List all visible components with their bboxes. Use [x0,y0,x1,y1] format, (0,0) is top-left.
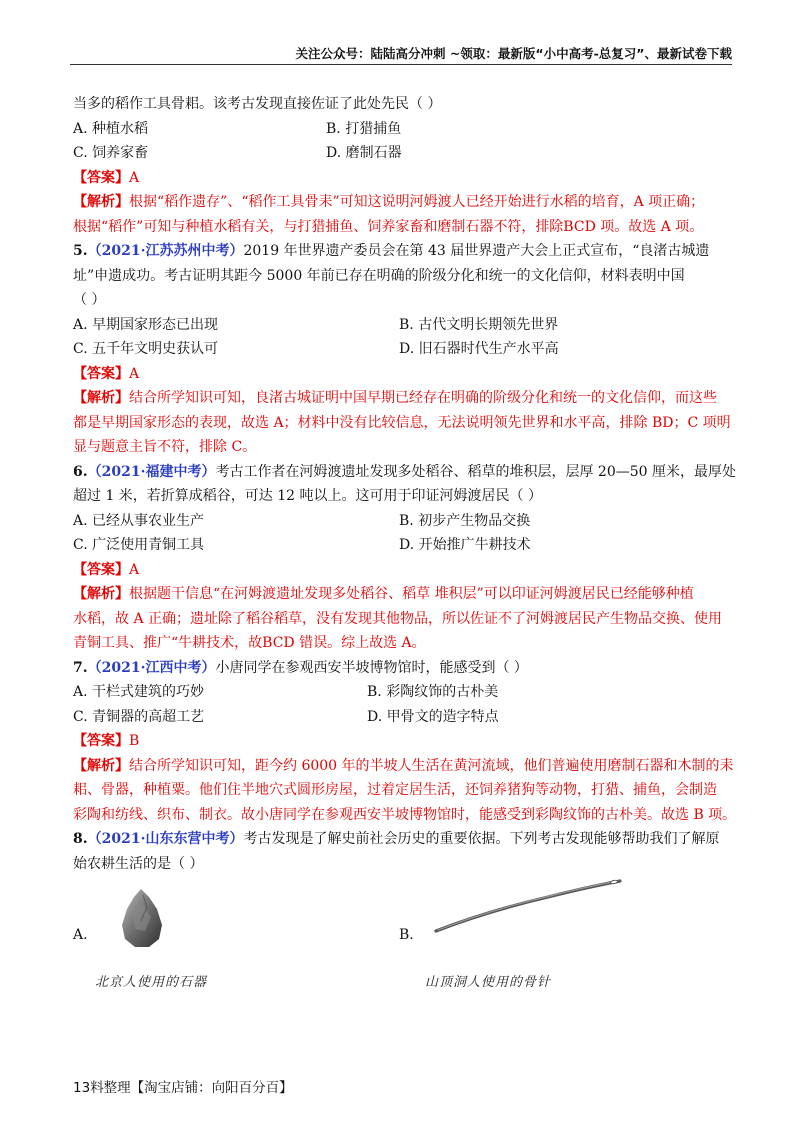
q8-option-a-letter: A. [73,927,88,943]
q4-analysis [73,190,731,215]
answer-value: A [129,561,140,578]
document-body [73,92,737,876]
bone-needle-image [428,875,628,945]
q8-stem-cont: 始农耕生活的是（ ） [73,855,204,872]
analysis-tag: 【解析】 [73,586,129,602]
q6-stem [73,460,736,485]
q8-stem [73,827,731,852]
q6-option-a: A. 已经从事农业生产 [73,512,205,529]
q7-option-b: B. 彩陶纹饰的古朴美 [367,684,499,700]
q5-stem [73,239,731,264]
q8-option-b-letter: B. [399,927,414,943]
stem-text: 2019 年世界遗产委员会在第 43 届世界遗产大会上正式宣布，“良渚古城遗 [243,243,710,259]
q7-answer [73,729,731,754]
q6-option-d: D. 开始推广牛耕技术 [399,537,531,553]
page-number: 13 [73,1080,91,1096]
q7-option-d: D. 甲骨文的造字特点 [367,708,499,725]
page-header: 关注公众号：陆陆高分冲刺 ~领取：最新版“小中高考-总复习”、最新试卷下载 [295,46,732,61]
q5-options [73,313,731,362]
q7-options [73,680,731,729]
question-source: （2021·山东东营中考） [87,831,244,847]
answer-tag: 【答案】 [73,733,129,749]
q7-stem [73,656,731,681]
answer-value: A [129,169,140,186]
answer-tag: 【答案】 [73,169,129,186]
q4-analysis-cont: 根据“稻作”可知与种植水稻有关，与打猎捕鱼、饲养家畜和磨制石器不符，排除BCD 项。故选 A 项。 [73,218,704,235]
analysis-tag: 【解析】 [73,757,129,774]
question-number: 5. [73,243,88,259]
analysis-text: 根据“稻作遗存”、“稻作工具骨耒”可知这说明河姆渡人已经开始进行水稻的培育，A 项正确； [129,194,705,210]
stem-text: 小唐同学在参观西安半坡博物馆时，能感受到（ ） [215,659,528,676]
q5-option-d: D. 旧石器时代生产水平高 [399,341,559,357]
analysis-text: 结合所学知识可知，良渚古城证明中国早期已经存在明确的阶级分化和统一的文化信仰，而这些 [129,390,717,406]
analysis-tag: 【解析】 [73,390,129,406]
question-source: （2021·江苏苏州中考） [87,243,244,259]
answer-value: B [129,733,140,749]
q4-option-c: C. 饲养家畜 [73,145,149,161]
q7-option-c: C. 青铜器的高超工艺 [73,708,205,725]
q5-stem-cont: 址”申遗成功。考古证明其距今 5000 年前已存在明确的阶级分化和统一的文化信仰，材料表明中国 [73,267,685,284]
answer-tag: 【答案】 [73,561,129,578]
q7-analysis-cont2: 彩陶和纺线、织布、制衣。故小唐同学在参观西安半坡博物馆时，能感受到彩陶纹饰的古朴美。故选 B 项。 [73,806,737,823]
q8-image-options [73,875,731,995]
answer-value: A [129,365,140,382]
q4-stem: 当多的稻作工具骨耜。该考古发现直接佐证了此处先民（ ） [73,96,442,112]
analysis-tag: 【解析】 [73,194,129,210]
q6-option-c: C. 广泛使用青铜工具 [73,537,205,553]
question-source: （2021·福建中考） [87,463,216,480]
question-number: 7. [73,659,88,676]
q4-option-a: A. 种植水稻 [73,120,149,137]
q6-option-b: B. 初步产生物品交换 [399,512,531,529]
q7-analysis-cont: 耜、骨器，种植粟。他们住半地穴式圆形房屋，过着定居生活，还饲养猪狗等动物，打猎、捕鱼，会制造 [73,782,717,798]
answer-tag: 【答案】 [73,365,129,382]
header-divider [70,64,732,65]
q8-option-a-caption: 北京人使用的石器 [95,975,208,990]
q6-answer [73,558,731,583]
q4-option-b: B. 打猎捕鱼 [326,120,402,137]
q6-analysis-cont: 水稻，故 A 正确；遗址除了稻谷稻草，没有发现其他物品，所以佐证不了河姆渡居民产生物品交换、使用 [73,610,723,627]
q5-answer [73,362,731,387]
stone-tool-image [119,887,165,949]
analysis-text: 根据题干信息“在河姆渡遗址发现多处稻谷、稻草 堆积层”可以印证河姆渡居民已经能够种植 [129,586,694,602]
q6-stem-cont: 超过 1 米，若折算成稻谷，可达 12 吨以上。这可用于印证河姆渡居民（ ） [73,488,542,504]
analysis-text: 结合所学知识可知，距今约 6000 年的半坡人生活在黄河流域，他们普遍使用磨制石器和木制的耒 [129,757,734,774]
q5-analysis [73,386,731,411]
q6-analysis [73,582,731,607]
q6-analysis-cont2: 青铜工具、推广“牛耕技术，故BCD 错误。综上故选 A。 [73,635,426,651]
q5-analysis-cont2: 显与题意主旨不符，排除 C。 [73,439,257,455]
q6-options [73,509,731,558]
footer-text: 料整理【淘宝店铺：向阳百分百】 [90,1080,293,1096]
question-source: （2021·江西中考） [87,659,216,676]
q4-option-d: D. 磨制石器 [326,145,402,161]
q5-option-b: B. 古代文明长期领先世界 [399,316,559,333]
q7-option-a: A. 干栏式建筑的巧妙 [73,684,205,700]
question-number: 8. [73,831,88,847]
question-number: 6. [73,463,88,480]
q5-stem-paren: （ ） [73,292,106,308]
page-footer [73,1076,293,1096]
stem-text: 考古工作者在河姆渡遗址发现多处稻谷、稻草的堆积层，层厚 20—50 厘米，最厚处 [215,463,736,480]
q4-answer [73,166,731,191]
stem-text: 考古发现是了解史前社会历史的重要依据。下列考古发现能够帮助我们了解原 [243,831,720,847]
q8-option-b-caption: 山顶洞人使用的骨针 [425,975,552,990]
q5-option-a: A. 早期国家形态已出现 [73,316,219,333]
q5-analysis-cont: 都是早期国家形态的表现，故选 A；材料中没有比较信息，无法说明领先世界和水平高，排除 BD；C 项明 [73,414,731,431]
q7-analysis [73,754,734,779]
q5-option-c: C. 五千年文明史获认可 [73,341,219,357]
q4-options [73,117,731,166]
